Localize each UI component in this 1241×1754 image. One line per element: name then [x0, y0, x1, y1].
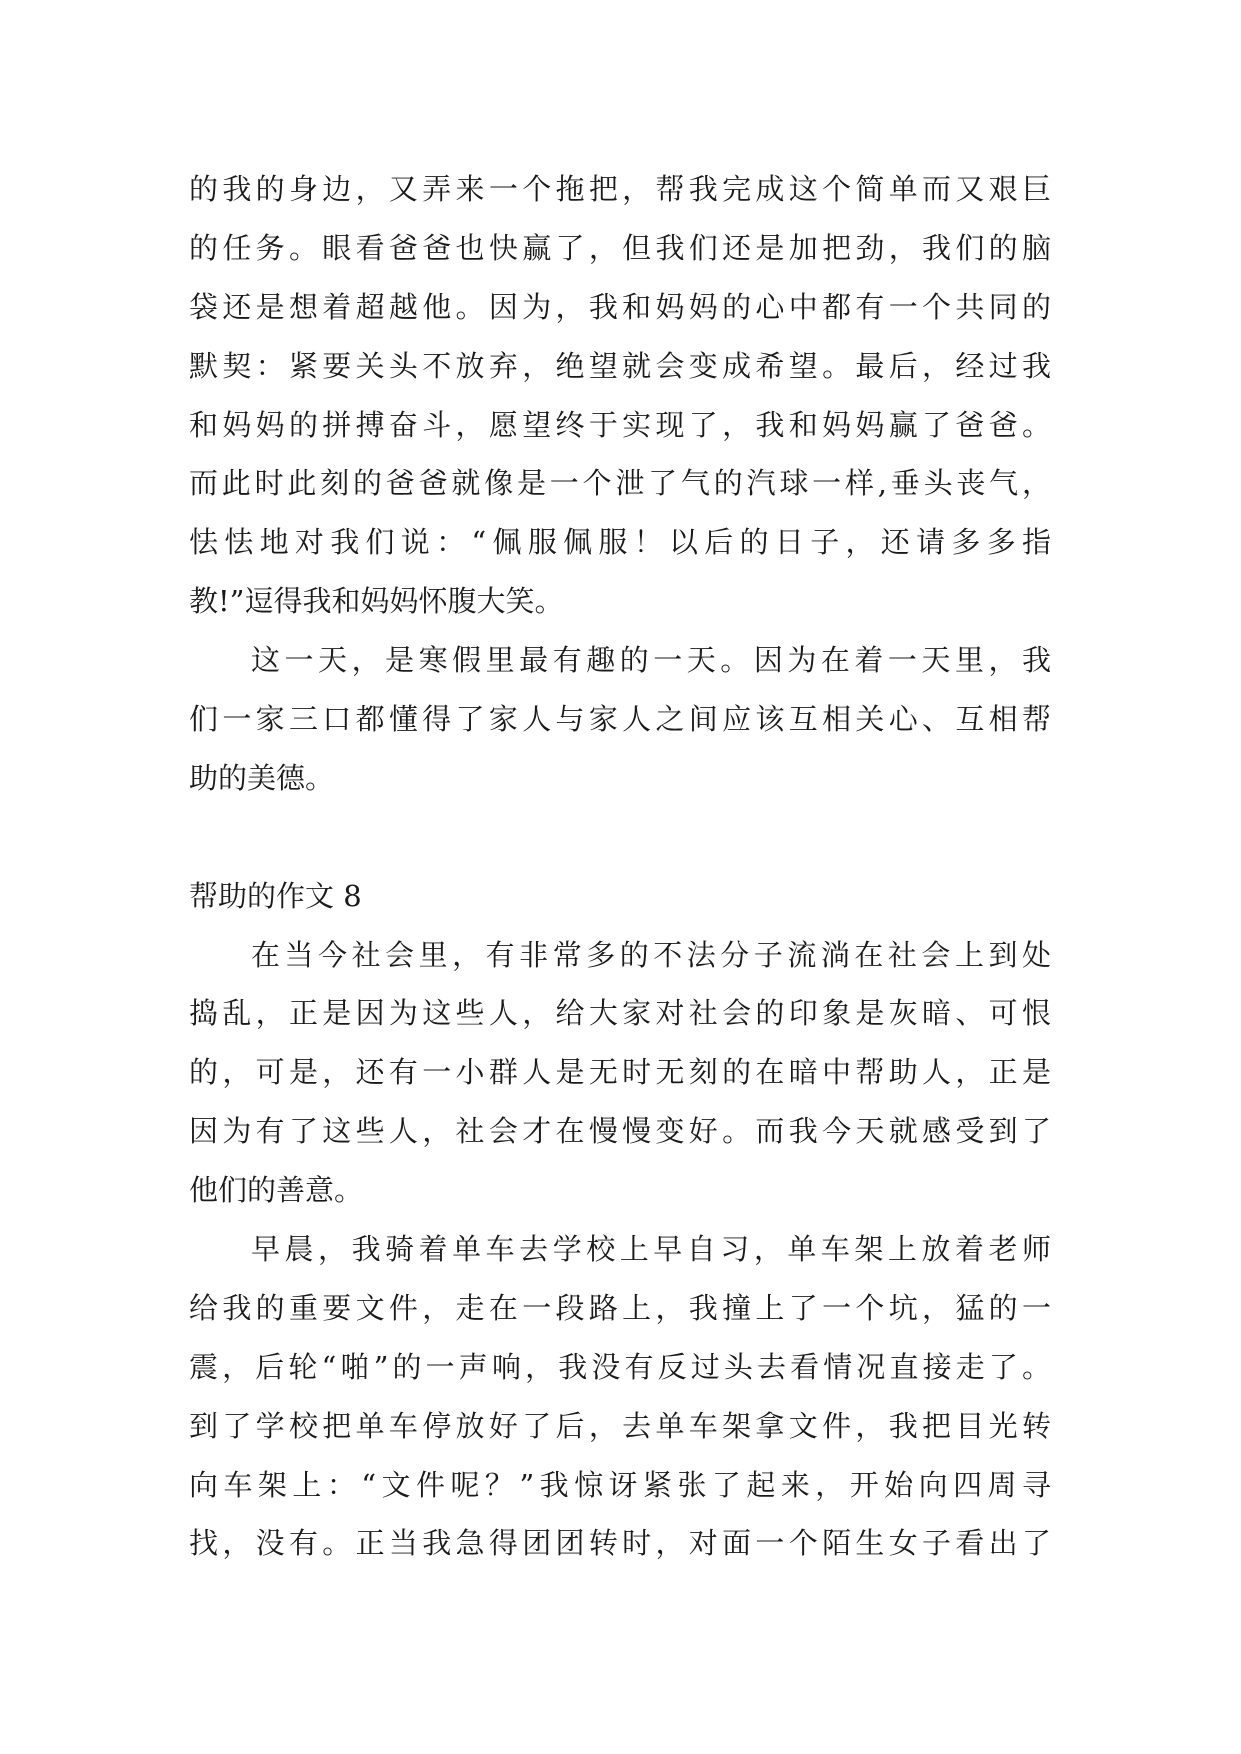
text-line: 他们的善意。: [189, 1173, 364, 1208]
text-line: 和妈妈的拼搏奋斗，愿望终于实现了，我和妈妈赢了爸爸。: [189, 407, 1051, 442]
section-gap: [189, 808, 1051, 867]
text-line: 这一天，是寒假里最有趣的一天。因为在着一天里，我: [251, 643, 1051, 678]
text-line: 而此时此刻的爸爸就像是一个泄了气的汽球一样,垂头丧气，: [189, 466, 1051, 501]
paragraph-continued: [189, 160, 1051, 631]
paragraph-conclusion: [189, 631, 1051, 808]
text-line: 在当今社会里，有非常多的不法分子流淌在社会上到处: [251, 937, 1051, 972]
paragraph-story: [189, 1220, 1051, 1573]
text-line: 的，可是，还有一小群人是无时无刻的在暗中帮助人，正是: [189, 1055, 1051, 1090]
text-line: 找，没有。正当我急得团团转时，对面一个陌生女子看出了: [189, 1526, 1051, 1561]
text-line: 们一家三口都懂得了家人与家人之间应该互相关心、互相帮: [189, 702, 1051, 737]
text-line: 到了学校把单车停放好了后，去单车架拿文件，我把目光转: [189, 1408, 1051, 1443]
text-line: 教!”逗得我和妈妈怀腹大笑。: [189, 584, 564, 619]
text-line: 的我的身边，又弄来一个拖把，帮我完成这个简单而又艰巨: [189, 172, 1051, 206]
text-line: 袋还是想着超越他。因为，我和妈妈的心中都有一个共同的: [189, 289, 1051, 324]
text-line: 捣乱，正是因为这些人，给大家对社会的印象是灰暗、可恨: [189, 996, 1051, 1031]
text-line: 震，后轮“啪”的一声响，我没有反过头去看情况直接走了。: [189, 1349, 1051, 1384]
text-line: 助的美德。: [189, 760, 335, 795]
text-line: 给我的重要文件，走在一段路上，我撞上了一个坑，猛的一: [189, 1290, 1051, 1325]
text-line: 怯怯地对我们说：“佩服佩服！以后的日子，还请多多指: [189, 525, 1051, 560]
section-heading: 帮助的作文 8: [189, 878, 362, 913]
text-line: 默契：紧要关头不放弃，绝望就会变成希望。最后，经过我: [189, 348, 1051, 383]
paragraph-intro: [189, 926, 1051, 1220]
text-line: 向车架上：“文件呢？”我惊讶紧张了起来，开始向四周寻: [189, 1467, 1051, 1502]
text-line: 的任务。眼看爸爸也快赢了，但我们还是加把劲，我们的脑: [189, 230, 1051, 265]
text-line: 因为有了这些人，社会才在慢慢变好。而我今天就感受到了: [189, 1114, 1051, 1149]
text-line: 早晨，我骑着单车去学校上早自习，单车架上放着老师: [251, 1232, 1051, 1267]
document-page: [189, 160, 1051, 1573]
